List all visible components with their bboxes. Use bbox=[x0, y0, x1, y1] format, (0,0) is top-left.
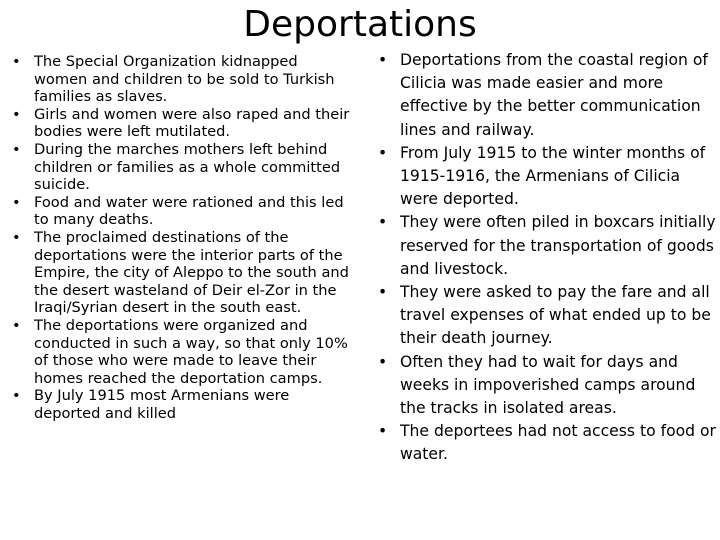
bullet-text: During the marches mothers left behind children or families as a whole committed suicide. bbox=[34, 140, 341, 194]
right-bullet-list bbox=[368, 49, 720, 467]
list-item bbox=[368, 420, 720, 466]
bullet-text: Food and water were rationed and this led to many deaths. bbox=[34, 193, 344, 229]
bullet-icon: • bbox=[12, 387, 21, 405]
bullet-text: The proclaimed destinations of the deportations were the interior parts of the Empire, the city of Aleppo to the south and the desert wasteland of Deir el-Zor in the Iraqi/Syrian desert in the south east. bbox=[34, 228, 349, 317]
bullet-icon: • bbox=[378, 283, 388, 302]
bullet-text: By July 1915 most Armenians were deported and killed bbox=[34, 387, 290, 422]
list-item bbox=[12, 229, 350, 317]
slide-title: Deportations bbox=[243, 4, 477, 45]
bullet-text: They were asked to pay the fare and all travel expenses of what ended up to be their death journey. bbox=[400, 283, 711, 348]
left-bullet-list bbox=[12, 53, 350, 422]
list-item bbox=[12, 106, 350, 141]
bullet-text: From July 1915 to the winter months of 1915-1916, the Armenians of Cilicia were deported. bbox=[400, 143, 706, 209]
bullet-icon: • bbox=[378, 422, 388, 441]
list-item bbox=[12, 53, 350, 106]
bullet-icon: • bbox=[378, 143, 388, 162]
bullet-icon: • bbox=[378, 352, 388, 371]
bullet-icon: • bbox=[12, 140, 21, 158]
bullet-text: The deportations were organized and conducted in such a way, so that only 10% of those who were made to leave their homes reached the deportation camps. bbox=[34, 316, 348, 387]
list-item bbox=[368, 211, 720, 281]
list-item bbox=[368, 49, 720, 142]
list-item bbox=[12, 194, 350, 229]
bullet-text: Girls and women were also raped and their bodies were left mutilated. bbox=[34, 105, 350, 141]
bullet-text: Often they had to wait for days and weeks in impoverished camps around the tracks in isolated areas. bbox=[400, 352, 696, 418]
bullet-icon: • bbox=[12, 228, 21, 246]
bullet-icon: • bbox=[12, 193, 21, 211]
bullet-icon: • bbox=[12, 105, 21, 123]
bullet-icon: • bbox=[12, 53, 21, 70]
bullet-text: The deportees had not access to food or water. bbox=[400, 422, 716, 464]
list-item bbox=[368, 142, 720, 212]
list-item bbox=[368, 351, 720, 421]
list-item bbox=[12, 387, 350, 422]
list-item bbox=[368, 281, 720, 351]
list-item bbox=[12, 141, 350, 194]
bullet-icon: • bbox=[12, 316, 21, 334]
list-item bbox=[12, 317, 350, 387]
bullet-text: Deportations from the coastal region of Cilicia was made easier and more effective by the better communication lines and railway. bbox=[400, 51, 708, 139]
bullet-text: The Special Organization kidnapped women and children to be sold to Turkish families as slaves. bbox=[34, 53, 335, 106]
bullet-icon: • bbox=[378, 213, 388, 232]
bullet-icon: • bbox=[378, 51, 388, 69]
bullet-text: They were often piled in boxcars initially reserved for the transportation of goods and livestock. bbox=[400, 213, 716, 278]
